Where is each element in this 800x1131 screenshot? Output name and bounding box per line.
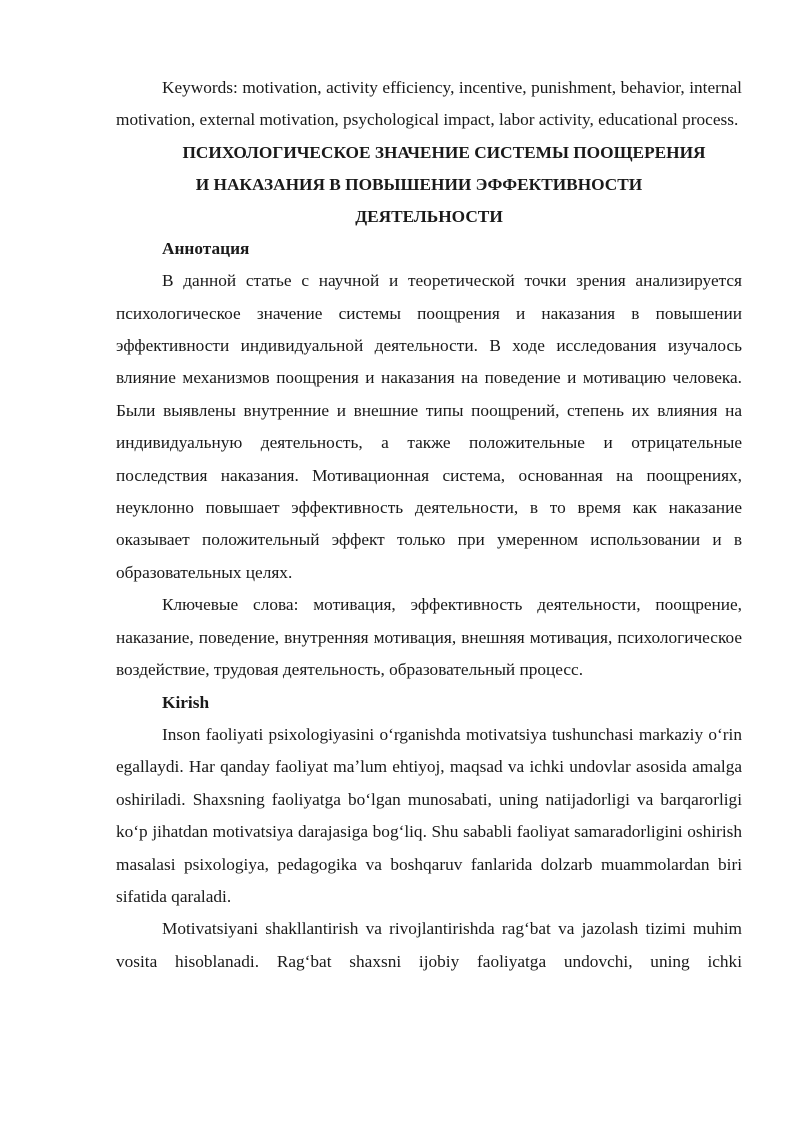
title-line-2: И НАКАЗАНИЯ В ПОВЫШЕНИИ ЭФФЕКТИВНОСТИ — [195, 174, 643, 194]
keywords-english: Keywords: motivation, activity efficiency, incentive, punishment, behavior, internal motivation, external motivation, psychological impact, labor activity, educational process. — [116, 78, 742, 130]
keywords-russian: Ключевые слова: мотивация, эффективность деятельности, поощрение, наказание, поведение, внутренняя мотивация, внешняя мотивация, психологическое воздействие, трудовая деятельность, образовательный процесс. — [116, 595, 742, 680]
annotation-text: В данной статье с научной и теоретической точки зрения анализируется психологическое значение системы поощрения и наказания в повышении эффективности индивидуальной деятельности. В ходе исследования изучалось влияние механизмов поощрения и наказания на поведение и мотивацию человека. Были выявлены внутренние и внешние типы поощрений, степень их влияния на индивидуальную деятельность, а также положительные и отрицательные последствия наказания. Мотивационная система, основанная на поощрениях, неуклонно повышает эффективность деятельности, в то время как наказание оказывает положительный эффект только при умеренном использовании и в образовательных целях. — [116, 271, 742, 582]
title-line-3: ДЕЯТЕЛЬНОСТИ — [355, 206, 503, 226]
article-title — [116, 137, 742, 233]
intro-heading: Kirish — [162, 692, 210, 712]
intro-paragraph-1: Inson faoliyati psixologiyasini oʻrganishda motivatsiya tushunchasi markaziy oʻrin egallaydi. Har qanday faoliyat maʼlum ehtiyoj, maqsad va ichki undovlar asosida amalga oshiriladi. Shaxsning faoliyatga boʻlgan munosabati, uning natijadorligi va barqarorligi koʻp jihatdan motivatsiya darajasiga bogʻliq. Shu sababli faoliyat samaradorligini oshirish masalasi psixologiya, pedagogika va boshqaruv fanlarida dolzarb muammolardan biri sifatida qaraladi. — [116, 724, 742, 906]
annotation-heading: Аннотация — [162, 238, 250, 258]
intro-paragraph-2: Motivatsiyani shakllantirish va rivojlantirishda ragʻbat va jazolash tizimi muhim vosita hisoblanadi. Ragʻbat shaxsni ijobiy faoliyatga undovchi, uning ichki — [116, 919, 742, 971]
title-line-1: ПСИХОЛОГИЧЕСКОЕ ЗНАЧЕНИЕ СИСТЕМЫ ПООЩЕРЕНИЯ — [182, 142, 706, 162]
